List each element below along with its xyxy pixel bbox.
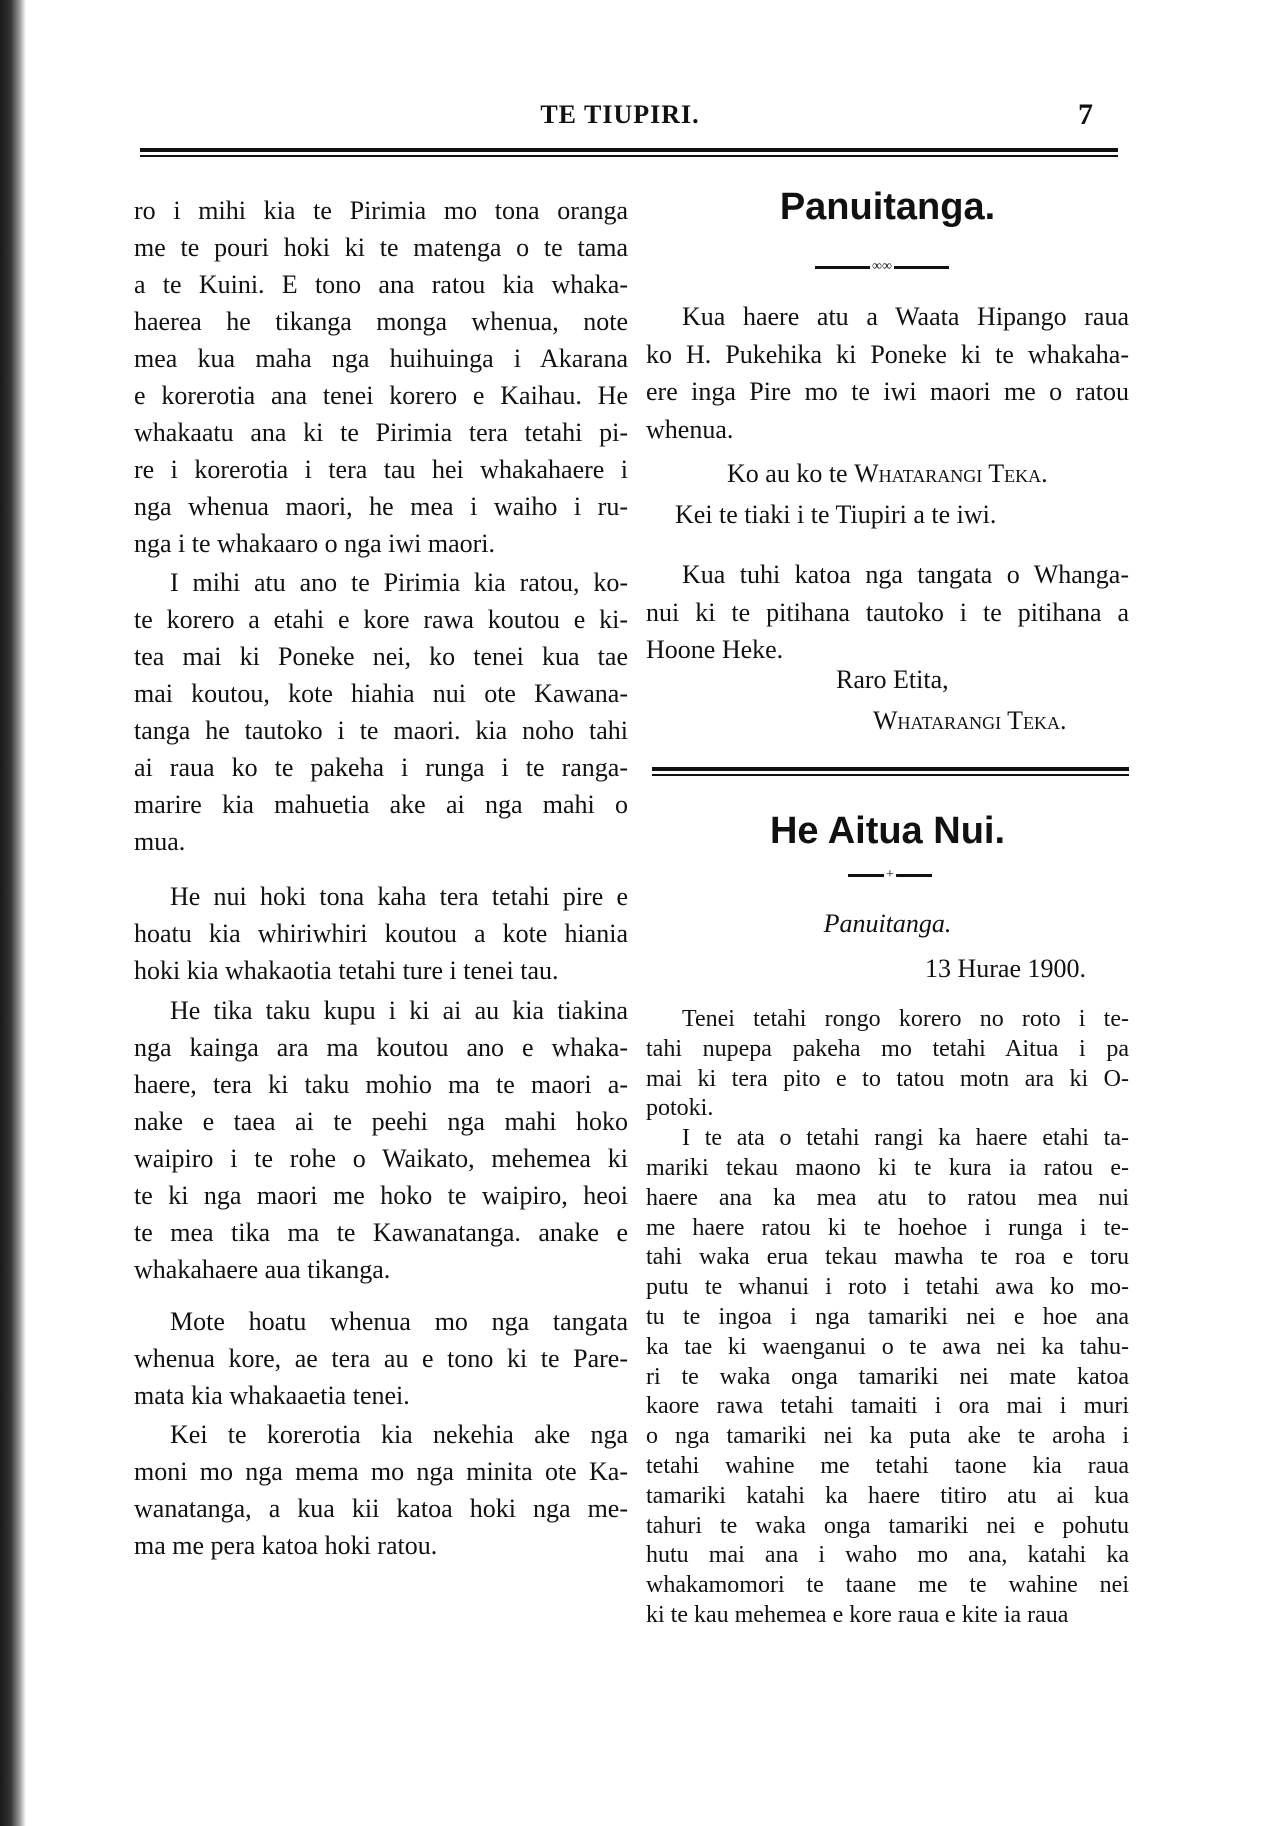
text-line: whakamomori te taane me te wahine nei [646, 1572, 1129, 1599]
text-line: tahuri te waka onga tamariki nei e pohutu [646, 1512, 1129, 1539]
paragraph [646, 556, 1129, 669]
text-line: nga i te whakaaro o nga iwi maori. [134, 529, 495, 558]
text-line: Hoone Heke. [646, 635, 784, 664]
text-line: hoki kia whakaotia tetahi ture i tenei tau. [134, 956, 559, 985]
text-line: marire kia mahuetia ake ai nga mahi o [134, 790, 628, 819]
paragraph [646, 298, 1129, 448]
text-line: e korerotia ana tenei korero e Kaihau. He [134, 381, 628, 410]
paragraph [134, 992, 628, 1288]
ornament-cross-icon: + [886, 867, 894, 882]
text-line: te ki nga maori me hoko te waipiro, heoi [134, 1181, 628, 1210]
aitua-heading: He Aitua Nui. [769, 810, 1006, 852]
text-line: tahi waka erua tekau mawha te roa e toru [646, 1244, 1129, 1271]
text-line: Tenei tetahi rongo korero no roto i te- [682, 1006, 1129, 1032]
text-line: mata kia whakaaetia tenei. [134, 1381, 410, 1410]
closing-name: Whatarangi Teka. [873, 706, 1067, 735]
page-binding-edge [0, 0, 26, 1826]
text-line: tu te ingoa i nga tamariki nei e hoe ana [646, 1303, 1129, 1330]
ornament-divider [815, 259, 949, 274]
text-line: tamariki katahi ka haere titiro atu ai kua [646, 1482, 1129, 1509]
text-line: putu te whanui i roto i tetahi awa ko mo- [646, 1274, 1129, 1301]
text-line: mai ki tera pito e to tatou motn ara ki O- [646, 1065, 1129, 1092]
ornament-knot-icon: ∞∞ [872, 259, 892, 274]
text-line: nui ki te pitihana tautoko i te pitihana a [646, 597, 1129, 627]
text-line: ka tae ki waenganui o te awa nei ka tahu- [646, 1333, 1129, 1360]
editor-note: Kei te tiaki i te Tiupiri a te iwi. [675, 500, 997, 529]
text-line: whenua. [646, 414, 734, 444]
section-double-rule [652, 767, 1129, 776]
text-line: mariki tekau maono ki te kura ia ratou e- [646, 1154, 1129, 1181]
paragraph [134, 564, 628, 860]
signature-prefix: Ko au ko te [727, 459, 848, 488]
text-line: a te Kuini. E tono ana ratou kia whaka- [134, 270, 628, 299]
text-line: mea kua maha nga huihuinga i Akarana [134, 344, 628, 373]
signature-line [727, 459, 1048, 489]
text-line: ro i mihi kia te Pirimia mo tona oranga [134, 196, 628, 225]
text-line: ko H. Pukehika ki Poneke ki te whakaha- [646, 339, 1129, 369]
text-line: whenua kore, ae tera au e tono ki te Pare- [134, 1344, 628, 1373]
ornament-divider-small [848, 867, 932, 882]
closing-salutation: Raro Etita, [836, 665, 949, 694]
text-line: haere, tera ki taku mohio ma te maori a- [134, 1070, 628, 1099]
paragraph [134, 1416, 628, 1564]
text-line: He tika taku kupu i ki ai au kia tiakina [170, 996, 628, 1025]
text-line: Kua haere atu a Waata Hipango raua [682, 302, 1129, 331]
text-line: whakaatu ana ki te Pirimia tera tetahi pi- [134, 418, 628, 447]
text-line: me haere ratou ki te hoehoe i runga i te- [646, 1214, 1129, 1241]
text-line: ma me pera katoa hoki ratou. [134, 1531, 438, 1560]
text-line: te mea tika ma te Kawanatanga. anake e [134, 1218, 628, 1247]
text-line: whakahaere aua tikanga. [134, 1255, 391, 1284]
text-line: me te pouri hoki ki te matenga o te tama [134, 233, 628, 262]
text-line: tea mai ki Poneke nei, ko tenei kua tae [134, 642, 628, 671]
header-double-rule [140, 148, 1118, 157]
text-line: hoatu kia whiriwhiri koutou a kote hiania [134, 919, 628, 948]
text-line: tahi nupepa pakeha mo tetahi Aitua i pa [646, 1035, 1129, 1062]
text-line: haerea he tikanga monga whenua, note [134, 307, 628, 336]
aitua-date: 13 Hurae 1900. [925, 954, 1087, 983]
text-line: Mote hoatu whenua mo nga tangata [170, 1307, 628, 1336]
text-line: mai koutou, kote hiahia nui ote Kawana- [134, 679, 628, 708]
text-line: waipiro i te rohe o Waikato, mehemea ki [134, 1144, 628, 1173]
text-line: I te ata o tetahi rangi ka haere etahi ta- [682, 1125, 1129, 1152]
text-line: ai raua ko te pakeha i runga i te ranga- [134, 753, 628, 782]
text-line: mua. [134, 827, 186, 856]
signature-name: Whatarangi Teka. [854, 459, 1048, 488]
text-line: I mihi atu ano te Pirimia kia ratou, ko- [170, 568, 628, 597]
text-line: ere inga Pire mo te iwi maori me o ratou [646, 377, 1129, 406]
text-line: wanatanga, a kua kii katoa hoki nga me- [134, 1494, 628, 1523]
page-number: 7 [1078, 98, 1093, 131]
paragraph [646, 1124, 1129, 1631]
text-line: potoki. [646, 1095, 714, 1122]
paragraph [646, 1005, 1129, 1124]
panuitanga-heading: Panuitanga. [779, 186, 996, 228]
text-line: nake e taea ai te peehi nga mahi hoko [134, 1107, 628, 1136]
paragraph [134, 1303, 628, 1414]
text-line: tanga he tautoko i te maori. kia noho tahi [134, 716, 628, 745]
text-line: hutu mai ana i waho mo ana, katahi ka [646, 1542, 1129, 1569]
paragraph [134, 878, 628, 989]
text-line: ri te waka onga tamariki nei mate katoa [646, 1363, 1129, 1390]
text-line: kaore rawa tetahi tamaiti i ora mai i muri [646, 1393, 1129, 1420]
running-header-title: TE TIUPIRI. [540, 100, 700, 129]
text-line: haere ana ka mea atu to ratou mea nui [646, 1184, 1129, 1211]
text-line: nga whenua maori, he mea i waiho i ru- [134, 492, 628, 521]
text-line: te korero a etahi e kore rawa koutou e ki- [134, 605, 628, 634]
text-line: re i korerotia i tera tau hei whakahaere i [134, 455, 628, 484]
aitua-subheading: Panuitanga. [823, 909, 952, 938]
text-line: Kei te korerotia kia nekehia ake nga [170, 1420, 628, 1449]
text-line: He nui hoki tona kaha tera tetahi pire e [170, 882, 628, 911]
text-line: Kua tuhi katoa nga tangata o Whanga- [682, 560, 1129, 589]
paragraph [134, 192, 628, 562]
text-line: moni mo nga mema mo nga minita ote Ka- [134, 1457, 628, 1486]
text-line: ki te kau mehemea e kore raua e kite ia raua [646, 1601, 1069, 1628]
text-line: o nga tamariki nei ka puta ake te aroha i [646, 1423, 1129, 1450]
text-line: tetahi wahine me tetahi taone kia raua [646, 1452, 1129, 1479]
text-line: nga kainga ara ma koutou ano e whaka- [134, 1033, 628, 1062]
